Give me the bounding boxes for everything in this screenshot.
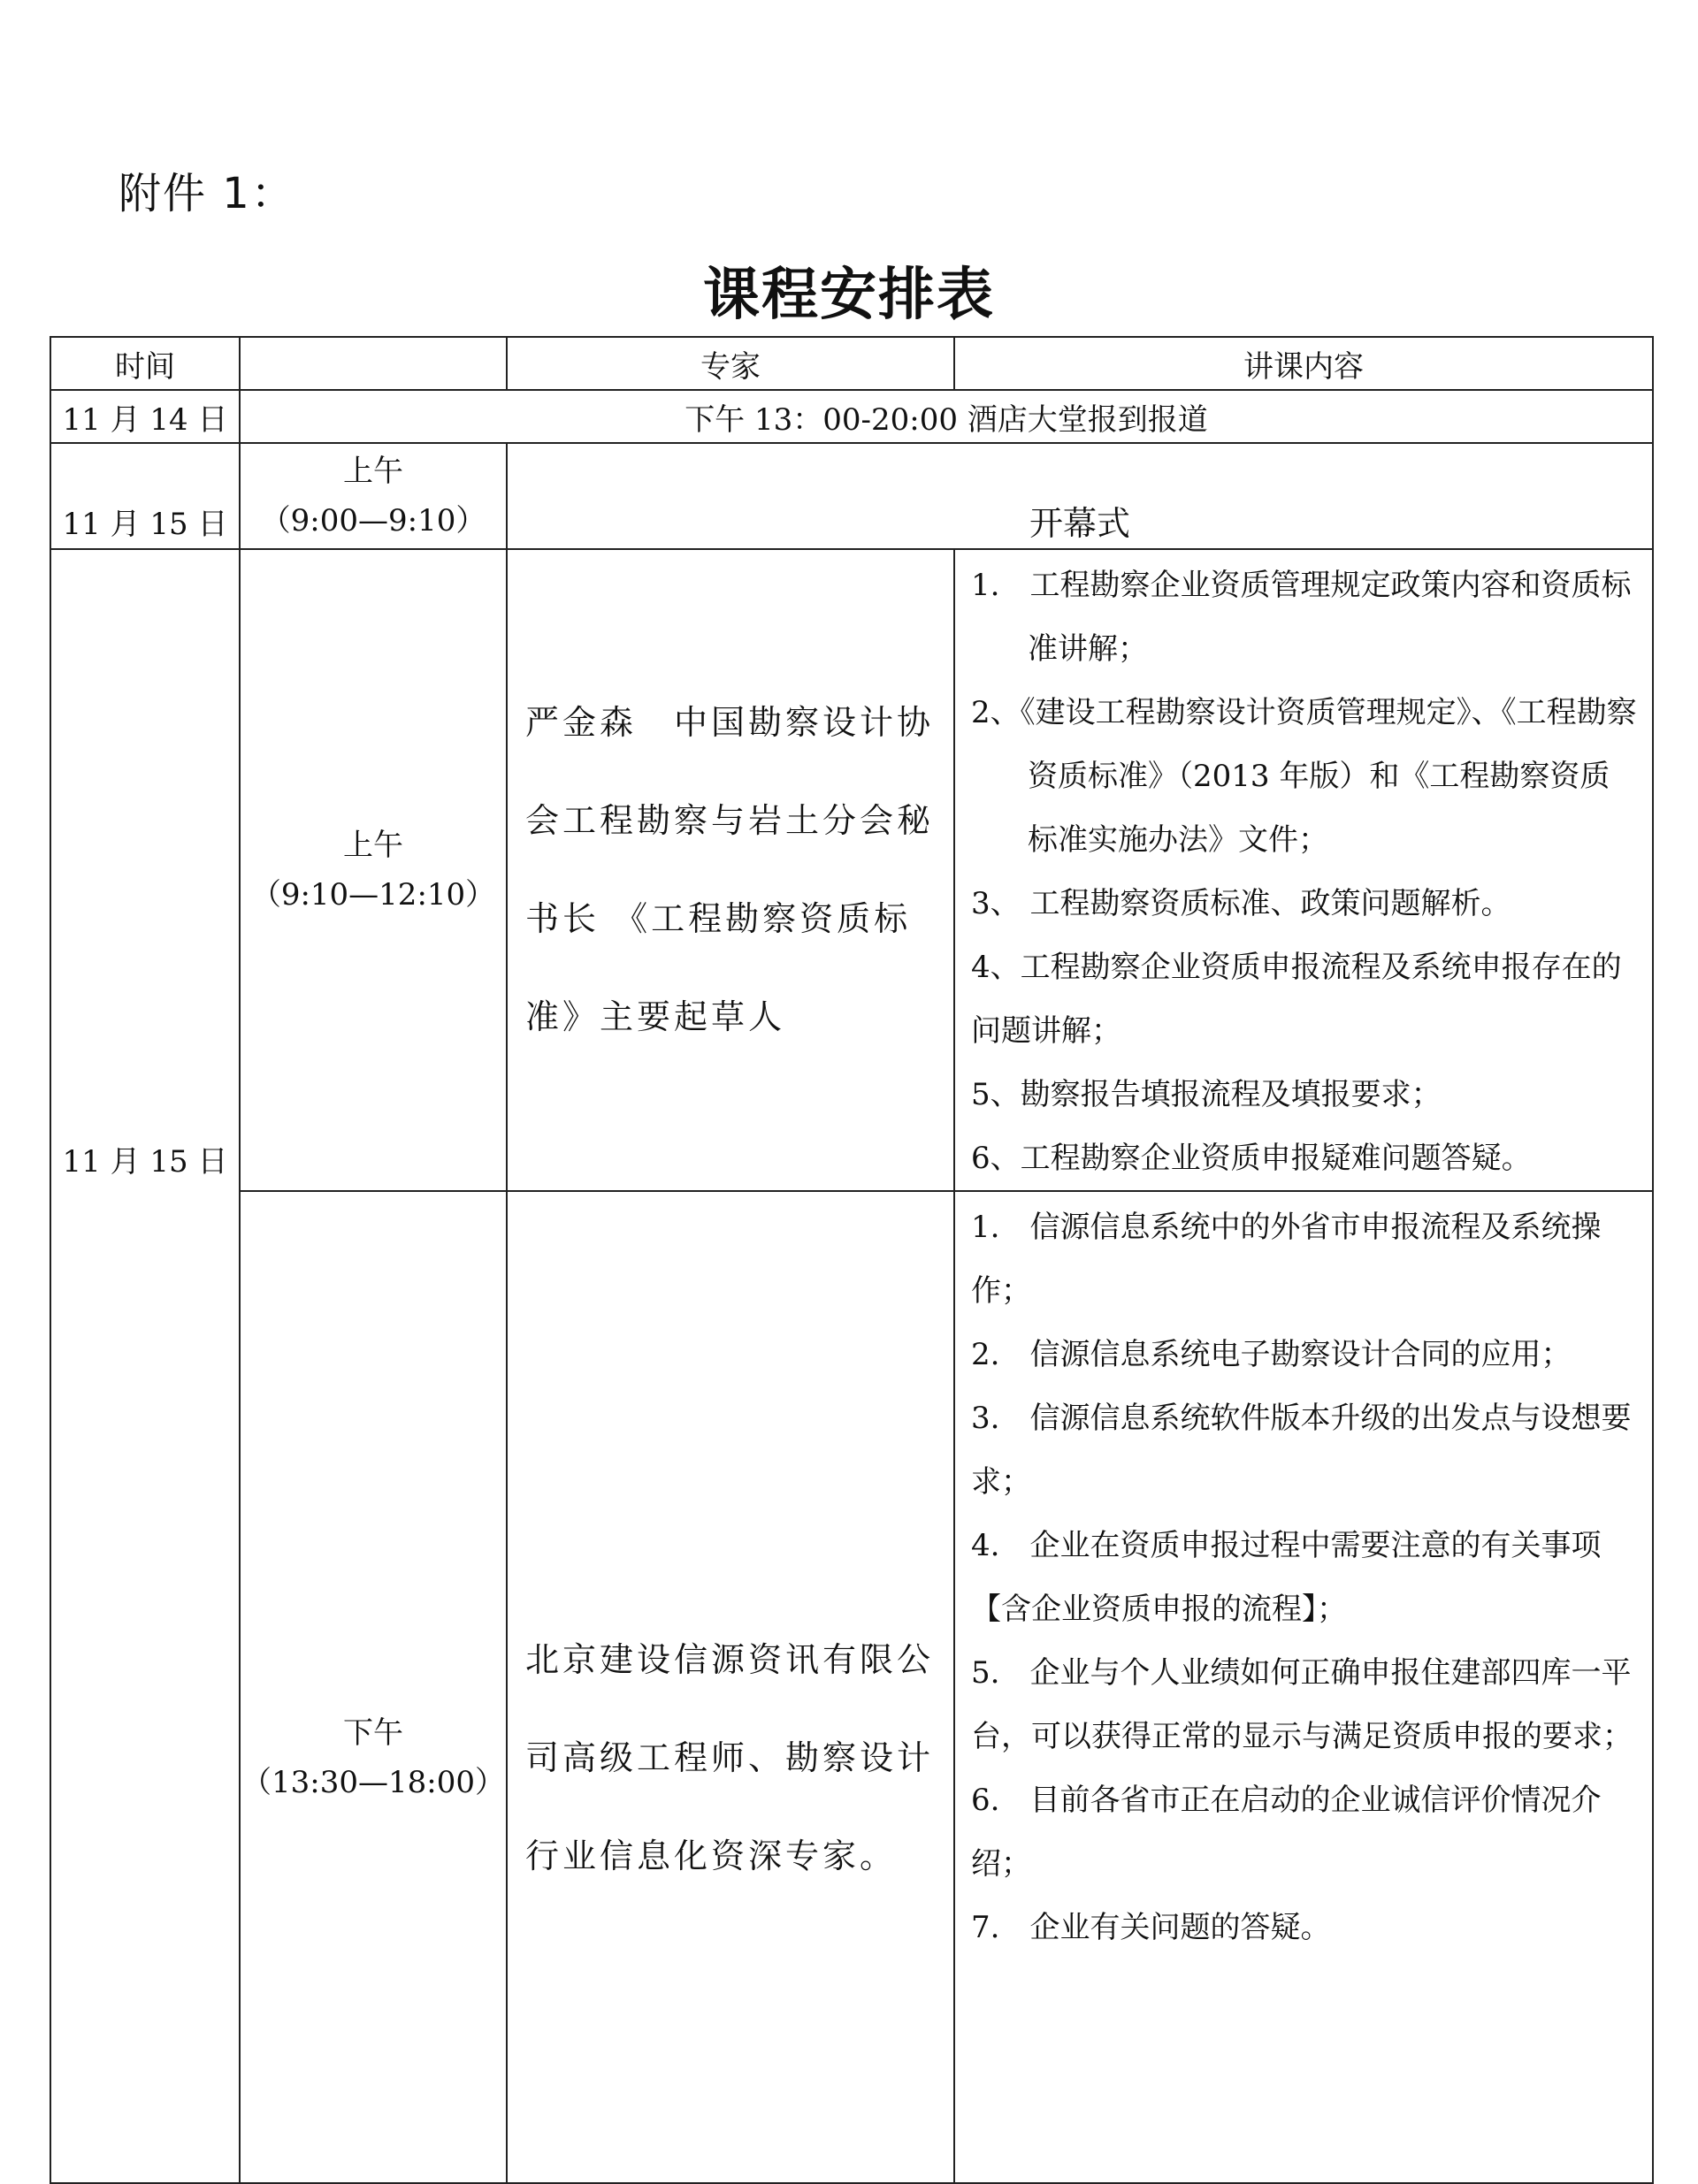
opening-ceremony: 开幕式: [507, 443, 1653, 549]
attachment-label: 附件 1：: [119, 169, 295, 218]
schedule-table: [50, 336, 1654, 2184]
morning-content: [954, 549, 1653, 1191]
table-row-afternoon: [50, 1191, 1653, 2183]
morning-expert: 严金森 中国勘察设计协会工程勘察与岩土分会秘书长 《工程勘察资质标准》主要起草人: [507, 549, 954, 1191]
afternoon-item: 7. 企业有关问题的答疑。: [971, 1910, 1331, 1945]
afternoon-item: 6. 目前各省市正在启动的企业诚信评价情况介绍；: [971, 1783, 1602, 1882]
page-title: 课程安排表: [703, 263, 995, 328]
morning-item: 4、工程勘察企业资质申报流程及系统申报存在的问题讲解；: [971, 950, 1622, 1049]
morning-session: [240, 549, 507, 1191]
header-expert: 专家: [507, 337, 954, 390]
afternoon-item: 3. 信源信息系统软件版本升级的出发点与设想要求；: [971, 1401, 1632, 1500]
afternoon-session-label: 下午: [343, 1715, 403, 1751]
table-header-row: [50, 337, 1653, 390]
afternoon-item: 5. 企业与个人业绩如何正确申报住建部四库一平台，可以获得正常的显示与满足资质申报的要求；: [971, 1655, 1633, 1754]
afternoon-item: 1. 信源信息系统中的外省市申报流程及系统操作；: [971, 1210, 1602, 1309]
morning-item: 3、 工程勘察资质标准、政策问题解析。: [971, 886, 1511, 921]
registration-date: 11 月 14 日: [50, 390, 240, 443]
morning-item: 2、《建设工程勘察设计资质管理规定》、《工程勘察资质标准》（2013 年版）和《工程勘察资质标准实施办法》文件；: [971, 695, 1637, 858]
morning-item: 1. 工程勘察企业资质管理规定政策内容和资质标准讲解；: [971, 568, 1632, 667]
afternoon-item: 4. 企业在资质申报过程中需要注意的有关事项【含企业资质申报的流程】；: [971, 1528, 1602, 1627]
afternoon-expert: 北京建设信源资讯有限公司高级工程师、勘察设计行业信息化资深专家。: [507, 1191, 954, 2183]
opening-date: 11 月 15 日: [50, 443, 240, 549]
opening-session: [240, 443, 507, 549]
opening-session-label: 上午: [343, 454, 403, 489]
day-date: 11 月 15 日: [62, 1144, 228, 1180]
morning-time-range: （9:10—12:10）: [250, 877, 496, 913]
opening-time-range: （9:00—9:10）: [260, 503, 486, 538]
morning-item: 5、勘察报告填报流程及填报要求；: [971, 1077, 1442, 1112]
afternoon-item: 2. 信源信息系统电子勘察设计合同的应用；: [971, 1337, 1572, 1372]
header-session: [240, 337, 507, 390]
afternoon-content: [954, 1191, 1653, 2183]
morning-session-label: 上午: [343, 828, 403, 863]
table-row-opening: [50, 443, 1653, 549]
table-row-morning: [50, 549, 1653, 1191]
header-time: 时间: [50, 337, 240, 390]
registration-text: 下午 13：00-20:00 酒店大堂报到报道: [240, 390, 1653, 443]
table-row-registration: [50, 390, 1653, 443]
morning-item: 6、工程勘察企业资质申报疑难问题答疑。: [971, 1141, 1532, 1176]
day-date-cell: [50, 549, 240, 2183]
afternoon-time-range: （13:30—18:00）: [241, 1765, 505, 1800]
afternoon-session: [240, 1191, 507, 2183]
header-content: 讲课内容: [954, 337, 1653, 390]
